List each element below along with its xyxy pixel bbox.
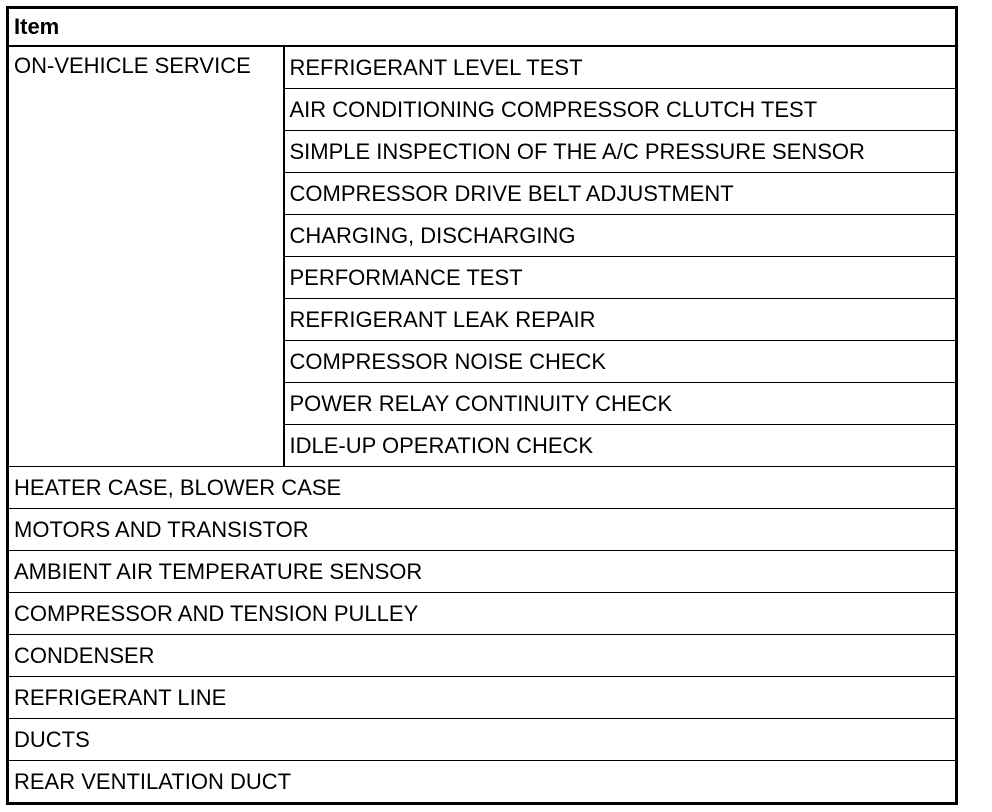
table-row [8,635,957,677]
table-row [8,509,957,551]
item-cell: CONDENSER [8,635,957,677]
subitem-cell: REFRIGERANT LEAK REPAIR [284,299,957,341]
item-cell: MOTORS AND TRANSISTOR [8,509,957,551]
table-row [8,719,957,761]
table-row [8,593,957,635]
table-row [8,551,957,593]
group-label-on-vehicle-service: ON-VEHICLE SERVICE [8,46,284,467]
column-header-item: Item [8,8,957,47]
item-cell: AMBIENT AIR TEMPERATURE SENSOR [8,551,957,593]
item-cell: COMPRESSOR AND TENSION PULLEY [8,593,957,635]
table-row [8,677,957,719]
subitem-cell: PERFORMANCE TEST [284,257,957,299]
item-cell: HEATER CASE, BLOWER CASE [8,467,957,509]
subitem-cell: COMPRESSOR DRIVE BELT ADJUSTMENT [284,173,957,215]
subitem-cell: REFRIGERANT LEVEL TEST [284,46,957,89]
item-cell: REAR VENTILATION DUCT [8,761,957,804]
subitem-cell: IDLE-UP OPERATION CHECK [284,425,957,467]
table-row [8,761,957,804]
item-cell: REFRIGERANT LINE [8,677,957,719]
subitem-cell: POWER RELAY CONTINUITY CHECK [284,383,957,425]
subitem-cell: CHARGING, DISCHARGING [284,215,957,257]
item-table [6,6,958,805]
item-cell: DUCTS [8,719,957,761]
subitem-cell: COMPRESSOR NOISE CHECK [284,341,957,383]
subitem-cell: AIR CONDITIONING COMPRESSOR CLUTCH TEST [284,89,957,131]
subitem-cell: SIMPLE INSPECTION OF THE A/C PRESSURE SENSOR [284,131,957,173]
table-row [8,46,957,89]
table-row [8,467,957,509]
table-header-row [8,8,957,47]
